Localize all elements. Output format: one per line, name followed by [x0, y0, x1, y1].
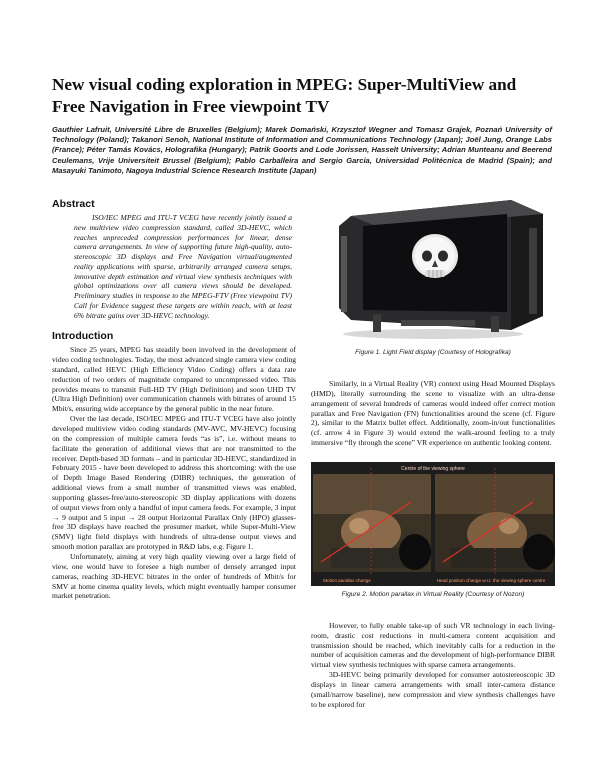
- figure-2-caption: Figure 2. Motion parallax in Virtual Reality (Courtesy of Nozon): [341, 590, 525, 598]
- abstract-heading: Abstract: [52, 198, 95, 210]
- author-list: Gauthier Lafruit, Université Libre de Bruxelles (Belgium); Marek Domański, Krzysztof Wegner and Tomasz Grajek, Poznań University of Technology (Poland); Takanori Senoh, National Institute of Information and Communications Technology (Japan); Joël Jung, Orange Labs (France); Péter Tamás Kovács, Holografika (Hungary); Patrik Goorts and Lode Jorissen, Hasselt University; Adrian Munteanu and Beerend Ceulemans, Vrije Universiteit Brussel (Belgium); Pablo Carballeira and Sergio García, Universidad Politécnica de Madrid (Spain); and Masayuki Tanimoto, Nagoya Industrial Science Research Institute (Japan): [52, 125, 552, 175]
- introduction-section: [52, 330, 296, 601]
- intro-paragraph-3: Unfortunately, aiming at very high quality viewing over a large field of view, one would have to foresee a high number of densely arranged input cameras, reaching 3D-HEVC bitrates in the order of hundreds of Mbit/s for SMV at home cinema quality levels, which might eventually hamper consumer market penetration.: [52, 551, 296, 601]
- figure-2-image: [311, 462, 555, 586]
- figure-1-image: [311, 196, 555, 340]
- figure-1-caption: Figure 1. Light Field display (Courtesy of Holografika): [355, 349, 511, 356]
- figure-2-banner: Centre of the viewing sphere: [401, 465, 465, 472]
- intro-paragraph-1: Since 25 years, MPEG has steadily been involved in the development of video coding technologies. Today, the most advanced single camera view coding standard, called HEVC (High Efficiency Video Coding) offers a data rate reduction of two orders of magnitude compared to uncompressed video. This provides means to transmit Full-HD TV (High Definition) and soon UHD TV (Ultra High Definition) over communication channels with bitrates of around 15 Mbit/s, ensuring wide acceptance by the general public in the near future.: [52, 345, 296, 414]
- figure-2-right-label: Head position change w.r.t. the viewing sphere centre: [436, 577, 546, 583]
- right-text-block-b: [311, 621, 555, 710]
- right-text-block-a: [311, 379, 555, 448]
- abstract-section: [52, 198, 296, 320]
- light-field-display-illustration: [311, 196, 555, 340]
- figure-2-left-label: Motion parallax change: [323, 577, 371, 583]
- motion-parallax-illustration: [311, 462, 555, 586]
- intro-paragraph-2: Over the last decade, ISO/IEC MPEG and ITU-T VCEG have also jointly developed multiview video coding standards (MV-AVC, MV-HEVC) focusing on the compression of multiple camera feeds “as is”, i.e. without means to facilitate the generation of additional views that are not transmitted to the receiver. Depth-based 3D formats – and in particular 3D-HEVC, standardized in February 2015 - have been developed to address this shortcoming: with the use of Depth Image Based Rendering (DIBR) techniques, the generation of additional views from a small number of transmitted views was enabled, supporting glasses-free/auto-stereoscopic 3D display applications with dozens of output views from only a handful of input camera feeds. For example, 3 input → 9 output and 5 input → 28 output Horizontal Parallax Only (HPO) glasses-free 3D displays have reached the prosumer market, while Super-Multi-View (SMV) light field displays with hundreds of ultra-dense output views and smooth motion parallax are prototyped in R&D labs, e.g. Figure 1.: [52, 414, 296, 552]
- cost-reduction-paragraph: However, to fully enable take-up of such VR technology in each living-room, drastic cost reductions in multi-camera content acquisition and transmission should be reached, which inevitably calls for a reduction in the number of acquisition cameras and the development of high-performance DIBR virtual view synthesis techniques with sparse camera arrangements.: [311, 620, 555, 670]
- left-column: [52, 198, 296, 601]
- 3d-hevc-paragraph: 3D-HEVC being primarily developed for consumer autostereoscopic 3D displays in linear camera arrangements with small inter-camera distance (small/narrow baseline), new compression and view synthesis challenges have to be explored for: [311, 670, 555, 709]
- paper-title: New visual coding exploration in MPEG: Super-MultiView and Free Navigation in Free viewpoint TV: [52, 75, 517, 116]
- introduction-heading: Introduction: [52, 330, 114, 343]
- vr-paragraph: Similarly, in a Virtual Reality (VR) context using Head Mounted Displays (HMD), literally surrounding the scene to visualize with an ultra-dense arrangement of several hundreds of cameras would indeed offer correct motion parallax and Free Navigation (FN) functionalities around the scene (cf. Figure 2), similar to the Matrix bullet effect. Additionally, zoom-in/out functionalities (cf. arrow 4 in Figure 3) would extend the walk-around feeling to a truly immersive “fly through the scene” VR experience on authentic looking content.: [311, 379, 555, 448]
- abstract-text: ISO/IEC MPEG and ITU-T VCEG have recently jointly issued a new multiview video compression standard, called 3D-HEVC, which reaches unpreceded compression performances for linear, dense camera arrangements. In view of supporting future high-quality, auto-stereoscopic 3D displays and Free Navigation virtual/augmented reality applications with sparse, arbitrarily arranged camera setups, innovative depth estimation and virtual view synthesis techniques with global optimizations over all camera views should be developed. Preliminary studies in response to the MPEG-FTV (Free viewpoint TV) Call for Evidence suggest these targets are within reach, with at least 6% bitrate gains over 3D-HEVC technology.: [74, 213, 292, 320]
- right-column: [311, 196, 555, 710]
